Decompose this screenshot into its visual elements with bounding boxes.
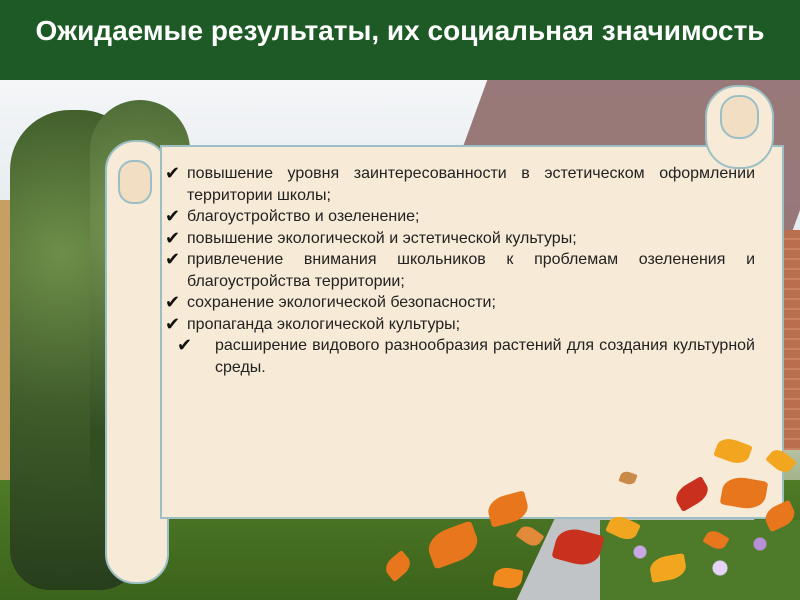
checkmark-icon: ✔ <box>177 335 193 355</box>
checkmark-icon: ✔ <box>165 163 181 183</box>
list-item <box>165 292 755 314</box>
scroll-top-curl <box>720 95 759 139</box>
results-list <box>165 163 755 378</box>
list-item-text: расширение видового разнообразия растений для создания культурной среды. <box>215 337 755 376</box>
checkmark-icon: ✔ <box>165 249 181 269</box>
checkmark-icon: ✔ <box>165 313 181 334</box>
list-item-text: повышение экологической и эстетической культуры; <box>187 229 577 247</box>
list-item-text: благоустройство и озеленение; <box>187 208 420 225</box>
list-item-text: повышение уровня заинтересованности в эстетическом оформлении территории школы; <box>187 165 755 204</box>
list-item <box>165 314 755 336</box>
list-item-text: пропаганда экологической культуры; <box>187 315 461 333</box>
scroll-left-curl <box>118 160 152 204</box>
checkmark-icon: ✔ <box>165 206 181 226</box>
list-item <box>165 163 755 206</box>
checkmark-icon: ✔ <box>165 292 181 312</box>
slide-title: Ожидаемые результаты, их социальная значимость <box>35 15 765 46</box>
list-item <box>165 206 755 228</box>
list-item <box>165 335 755 378</box>
list-item-text: сохранение экологической безопасности; <box>187 294 496 311</box>
list-item-text: привлечение внимания школьников к проблемам озеленения и благоустройства территории; <box>187 251 755 290</box>
list-item <box>165 249 755 292</box>
list-item <box>165 228 755 250</box>
checkmark-icon: ✔ <box>165 227 181 248</box>
